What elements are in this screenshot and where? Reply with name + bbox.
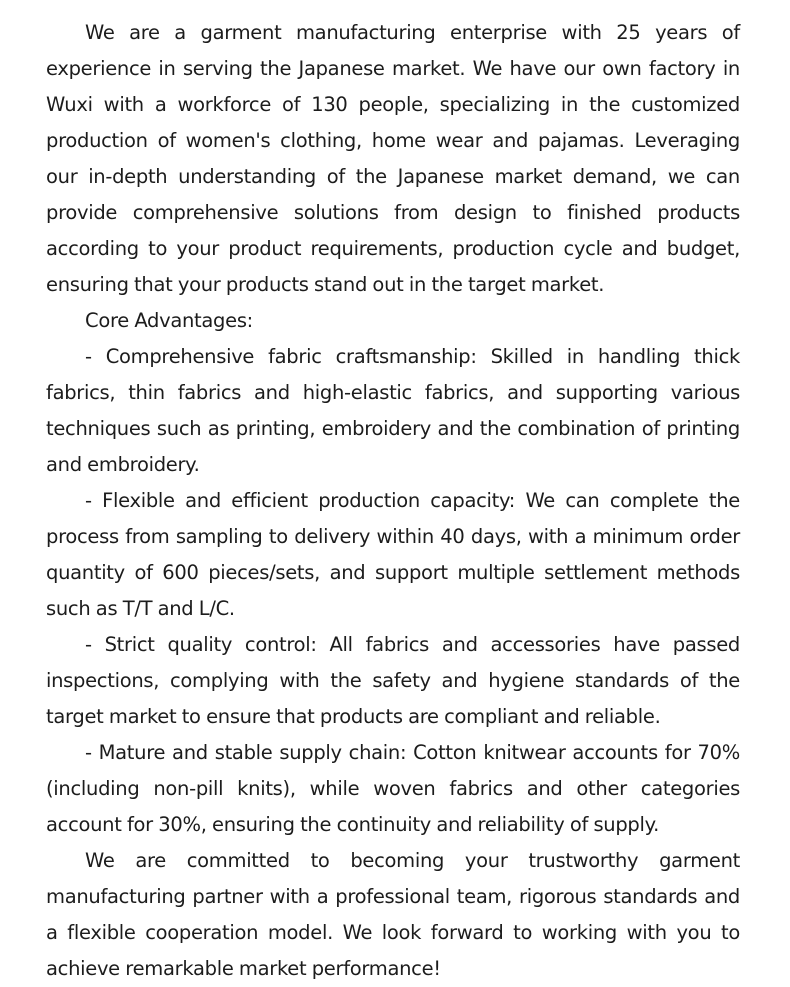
- closing-paragraph: We are committed to becoming your trustworthy garment manufacturing partner with a professional team, rigorous standards and a flexible cooperation model. We look forward to working with you to achieve remarkable market performance!: [46, 849, 740, 980]
- advantage-quality-control: - Strict quality control: All fabrics and accessories have passed inspections, complying with the safety and hygiene standards of the target market to ensure that products are compliant and reliable.: [46, 633, 740, 728]
- core-advantages-heading: Core Advantages:: [85, 309, 253, 332]
- advantage-production-capacity: - Flexible and efficient production capacity: We can complete the process from sampling to delivery within 40 days, with a minimum order quantity of 600 pieces/sets, and support multiple settlement methods such as T/T and L/C.: [46, 489, 740, 620]
- advantage-supply-chain: - Mature and stable supply chain: Cotton knitwear accounts for 70% (including non-pill knits), while woven fabrics and other categories account for 30%, ensuring the continuity and reliability of supply.: [46, 741, 740, 836]
- document-body: [46, 0, 740, 987]
- advantage-fabric-craftsmanship: - Comprehensive fabric craftsmanship: Skilled in handling thick fabrics, thin fabrics and high-elastic fabrics, and supporting various techniques such as printing, embroidery and the combination of printing and embroidery.: [46, 345, 740, 476]
- intro-paragraph: We are a garment manufacturing enterprise with 25 years of experience in serving the Japanese market. We have our own factory in Wuxi with a workforce of 130 people, specializing in the customized production of women's clothing, home wear and pajamas. Leveraging our in-depth understanding of the Japanese market demand, we can provide comprehensive solutions from design to finished products according to your product requirements, production cycle and budget, ensuring that your products stand out in the target market.: [46, 21, 740, 296]
